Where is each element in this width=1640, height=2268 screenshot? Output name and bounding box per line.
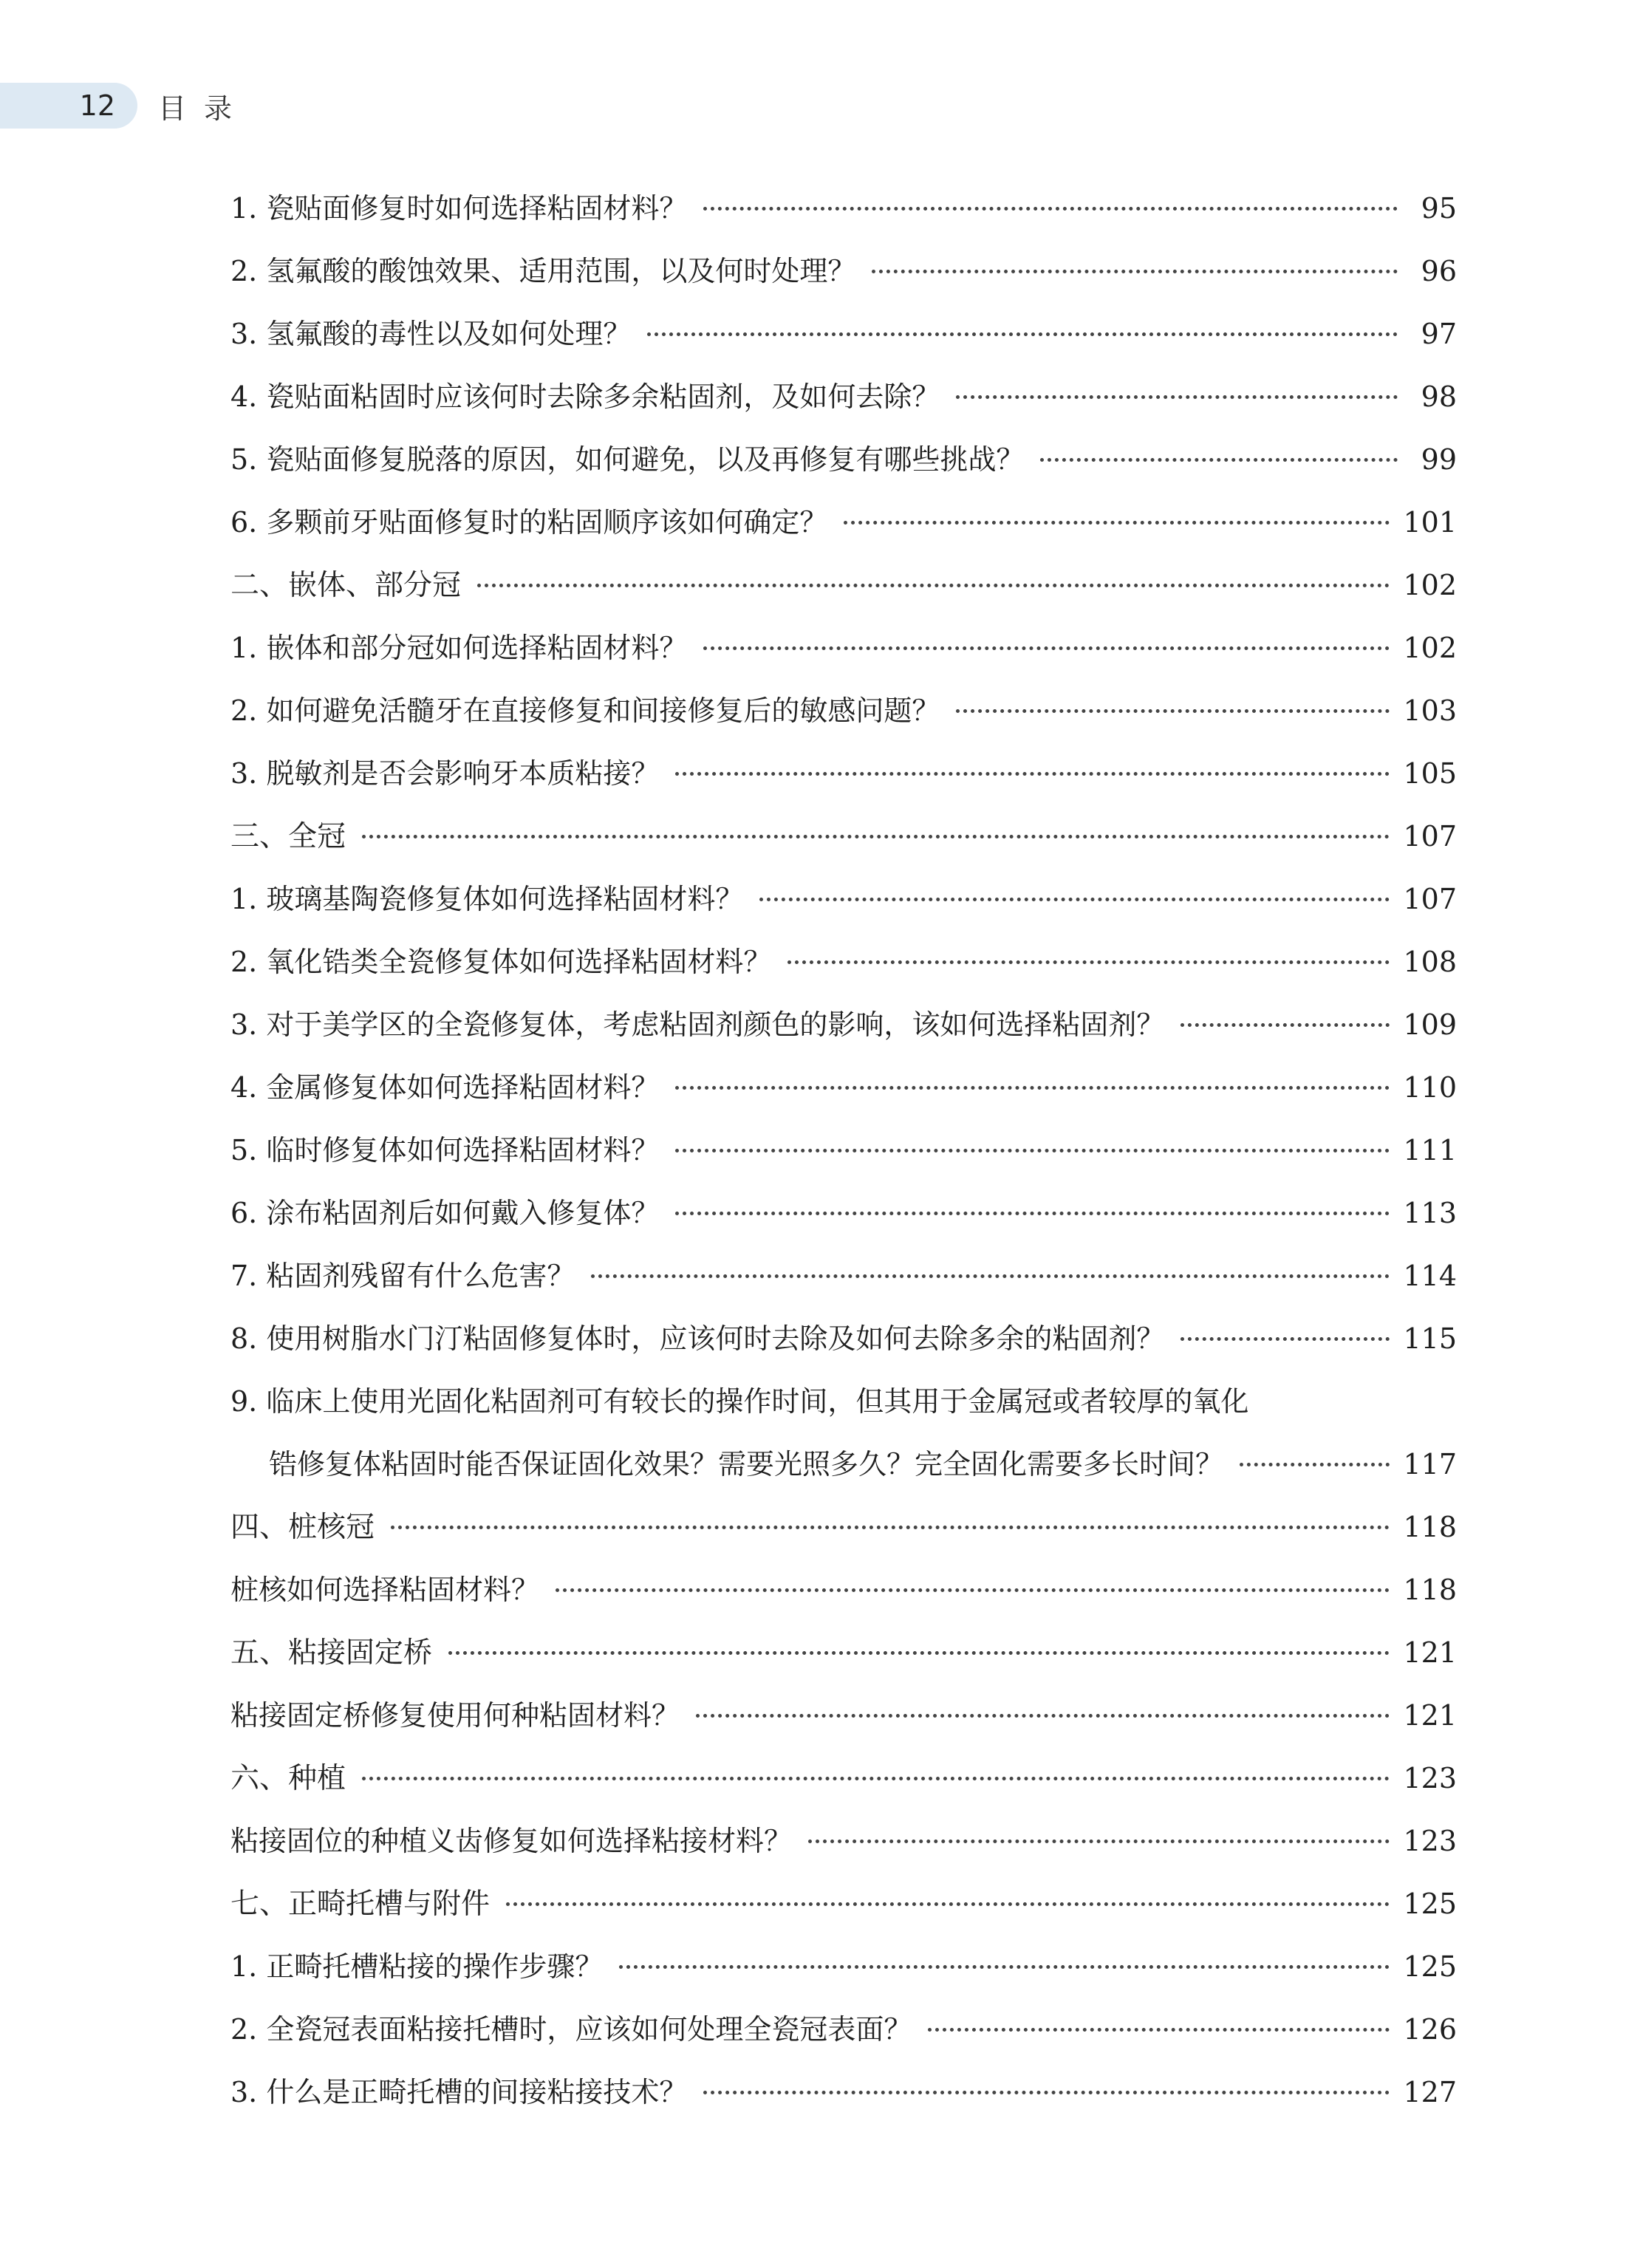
- toc-entry-page: 125: [1403, 1888, 1457, 1920]
- toc-entry-page: 121: [1403, 1636, 1457, 1669]
- toc-entry[interactable]: [230, 868, 1457, 931]
- toc-entry-continued[interactable]: [230, 1433, 1457, 1496]
- toc-entry-title: 四、桩核冠: [230, 1511, 375, 1544]
- toc-entry-title: 1. 正畸托槽粘接的操作步骤？: [230, 1950, 604, 1983]
- toc-entry[interactable]: [230, 742, 1457, 805]
- toc-entry-title: 3. 对于美学区的全瓷修复体，考虑粘固剂颜色的影响，该如何选择粘固剂？: [230, 1008, 1165, 1041]
- toc-entry[interactable]: [230, 1370, 1457, 1433]
- section-title: 目录: [158, 92, 250, 125]
- toc-entry-page: 117: [1403, 1448, 1457, 1480]
- toc-entry-page: 107: [1403, 820, 1457, 853]
- dot-leader: [1181, 1023, 1390, 1027]
- toc-entry-title: 8. 使用树脂水门汀粘固修复体时，应该何时去除及如何去除多余的粘固剂？: [230, 1322, 1165, 1355]
- dot-leader: [1040, 458, 1398, 462]
- toc-entry-page: 111: [1403, 1134, 1457, 1167]
- toc-section-heading[interactable]: [230, 1622, 1457, 1684]
- toc-entry-title: 1. 瓷贴面修复时如何选择粘固材料？: [230, 192, 688, 225]
- toc-entry-title: 二、嵌体、部分冠: [230, 569, 462, 602]
- dot-leader: [675, 772, 1390, 776]
- toc-entry[interactable]: [230, 1559, 1457, 1622]
- toc-entry-title: 2. 氢氟酸的酸蚀效果、适用范围，以及何时处理？: [230, 255, 856, 287]
- toc-entry[interactable]: [230, 428, 1457, 491]
- toc-entry[interactable]: [230, 366, 1457, 428]
- dot-leader: [675, 1212, 1390, 1215]
- toc-entry[interactable]: [230, 177, 1457, 240]
- toc-entry-title: 3. 氢氟酸的毒性以及如何处理？: [230, 318, 632, 350]
- dot-leader: [647, 332, 1398, 336]
- toc-entry[interactable]: [230, 1245, 1457, 1308]
- toc-entry-page: 115: [1403, 1322, 1457, 1355]
- toc-entry-title: 1. 嵌体和部分冠如何选择粘固材料？: [230, 632, 688, 664]
- toc-entry-title: 9. 临床上使用光固化粘固剂可有较长的操作时间，但其用于金属冠或者较厚的氧化: [230, 1385, 1249, 1418]
- dot-leader: [703, 207, 1398, 211]
- toc-entry-page: 121: [1403, 1699, 1457, 1732]
- toc-entry-page: 98: [1421, 380, 1457, 413]
- toc-entry[interactable]: [230, 680, 1457, 742]
- toc-entry[interactable]: [230, 1998, 1457, 2061]
- dot-leader: [1240, 1463, 1390, 1466]
- dot-leader: [362, 1777, 1390, 1780]
- dot-leader: [872, 270, 1398, 273]
- toc-entry-title: 5. 临时修复体如何选择粘固材料？: [230, 1134, 660, 1167]
- dot-leader: [703, 2091, 1390, 2094]
- toc-entry-page: 102: [1403, 632, 1457, 664]
- toc-entry-title: 桩核如何选择粘固材料？: [230, 1574, 540, 1606]
- toc-entry-page: 96: [1421, 255, 1457, 287]
- toc-entry[interactable]: [230, 303, 1457, 366]
- dot-leader: [956, 395, 1398, 399]
- toc-entry-page: 107: [1403, 883, 1457, 915]
- toc-entry-page: 99: [1421, 443, 1457, 476]
- toc-entry-page: 105: [1403, 757, 1457, 790]
- page-number: 12: [0, 83, 137, 129]
- toc-entry-title: 锆修复体粘固时能否保证固化效果？需要光照多久？完全固化需要多长时间？: [269, 1448, 1224, 1480]
- toc-entry[interactable]: [230, 1308, 1457, 1370]
- toc-entry-title: 粘接固定桥修复使用何种粘固材料？: [230, 1699, 680, 1732]
- toc-entry[interactable]: [230, 1810, 1457, 1873]
- toc-entry-title: 6. 多颗前牙贴面修复时的粘固顺序该如何确定？: [230, 506, 828, 539]
- toc-entry[interactable]: [230, 2061, 1457, 2124]
- toc-entry-title: 六、种植: [230, 1762, 346, 1795]
- toc-entry-page: 123: [1403, 1762, 1457, 1794]
- toc-entry-page: 110: [1403, 1071, 1457, 1104]
- table-of-contents: [230, 177, 1457, 2124]
- toc-section-heading[interactable]: [230, 1747, 1457, 1810]
- dot-leader: [477, 584, 1390, 587]
- toc-entry[interactable]: [230, 1684, 1457, 1747]
- dot-leader: [928, 2028, 1390, 2032]
- toc-entry-page: 109: [1403, 1008, 1457, 1041]
- dot-leader: [1181, 1337, 1390, 1341]
- toc-section-heading[interactable]: [230, 554, 1457, 617]
- toc-entry-page: 95: [1421, 192, 1457, 225]
- toc-entry[interactable]: [230, 1119, 1457, 1182]
- toc-entry-page: 123: [1403, 1825, 1457, 1857]
- toc-entry-title: 七、正畸托槽与附件: [230, 1888, 491, 1921]
- toc-entry-page: 102: [1403, 569, 1457, 601]
- dot-leader: [556, 1588, 1390, 1592]
- dot-leader: [591, 1274, 1390, 1278]
- dot-leader: [696, 1714, 1390, 1718]
- toc-entry-title: 7. 粘固剂残留有什么危害？: [230, 1260, 575, 1292]
- toc-entry-page: 118: [1403, 1511, 1457, 1543]
- toc-entry[interactable]: [230, 491, 1457, 554]
- toc-entry-page: 114: [1403, 1260, 1457, 1292]
- toc-entry-title: 2. 如何避免活髓牙在直接修复和间接修复后的敏感问题？: [230, 694, 940, 727]
- dot-leader: [362, 835, 1390, 838]
- toc-entry-title: 3. 脱敏剂是否会影响牙本质粘接？: [230, 757, 660, 790]
- toc-entry-title: 4. 金属修复体如何选择粘固材料？: [230, 1071, 660, 1104]
- dot-leader: [808, 1840, 1390, 1843]
- dot-leader: [956, 709, 1390, 713]
- dot-leader: [506, 1902, 1390, 1906]
- dot-leader: [844, 521, 1390, 525]
- dot-leader: [391, 1526, 1390, 1529]
- toc-entry[interactable]: [230, 617, 1457, 680]
- toc-entry-page: 127: [1403, 2076, 1457, 2108]
- toc-entry-title: 2. 氧化锆类全瓷修复体如何选择粘固材料？: [230, 946, 772, 978]
- toc-entry-title: 五、粘接固定桥: [230, 1636, 433, 1670]
- toc-entry-title: 2. 全瓷冠表面粘接托槽时，应该如何处理全瓷冠表面？: [230, 2013, 912, 2046]
- toc-entry[interactable]: [230, 1182, 1457, 1245]
- toc-entry-page: 113: [1403, 1197, 1457, 1229]
- toc-entry-page: 108: [1403, 946, 1457, 978]
- dot-leader: [759, 898, 1390, 901]
- toc-entry[interactable]: [230, 994, 1457, 1056]
- toc-entry-page: 97: [1421, 318, 1457, 350]
- toc-entry[interactable]: [230, 931, 1457, 994]
- toc-entry[interactable]: [230, 1056, 1457, 1119]
- toc-entry-page: 126: [1403, 2013, 1457, 2046]
- toc-entry[interactable]: [230, 240, 1457, 303]
- toc-entry-title: 1. 玻璃基陶瓷修复体如何选择粘固材料？: [230, 883, 744, 915]
- toc-entry-title: 6. 涂布粘固剂后如何戴入修复体？: [230, 1197, 660, 1229]
- dot-leader: [675, 1149, 1390, 1152]
- toc-entry[interactable]: [230, 1936, 1457, 1998]
- dot-leader: [675, 1086, 1390, 1090]
- dot-leader: [787, 960, 1390, 964]
- toc-entry-page: 101: [1403, 506, 1457, 539]
- dot-leader: [448, 1651, 1390, 1655]
- toc-entry-title: 三、全冠: [230, 820, 346, 853]
- toc-entry-page: 125: [1403, 1950, 1457, 1983]
- toc-section-heading[interactable]: [230, 1873, 1457, 1936]
- dot-leader: [619, 1965, 1390, 1969]
- running-header: [0, 83, 517, 129]
- toc-entry-title: 3. 什么是正畸托槽的间接粘接技术？: [230, 2076, 688, 2108]
- toc-section-heading[interactable]: [230, 1496, 1457, 1559]
- dot-leader: [703, 646, 1390, 650]
- toc-entry-title: 4. 瓷贴面粘固时应该何时去除多余粘固剂，及如何去除？: [230, 380, 940, 413]
- toc-entry-title: 5. 瓷贴面修复脱落的原因，如何避免，以及再修复有哪些挑战？: [230, 443, 1025, 476]
- toc-section-heading[interactable]: [230, 805, 1457, 868]
- toc-entry-title: 粘接固位的种植义齿修复如何选择粘接材料？: [230, 1825, 793, 1857]
- toc-entry-page: 118: [1403, 1574, 1457, 1606]
- toc-entry-page: 103: [1403, 694, 1457, 727]
